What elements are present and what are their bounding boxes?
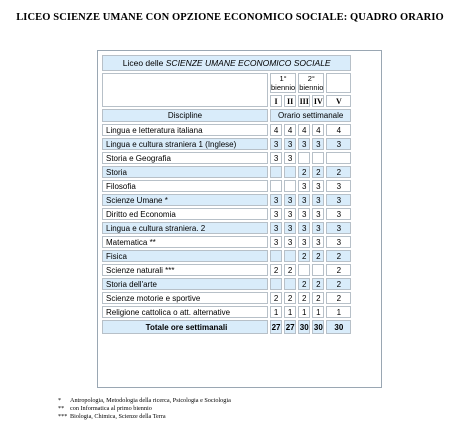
hours-cell — [326, 152, 351, 164]
table-row — [102, 278, 351, 290]
table-row — [102, 180, 351, 192]
hours-cell: 3 — [312, 180, 324, 192]
hours-cell: 3 — [312, 194, 324, 206]
hours-cell: 2 — [270, 264, 282, 276]
timetable-frame — [97, 50, 382, 388]
hours-cell: 2 — [298, 292, 310, 304]
hours-cell: 3 — [298, 236, 310, 248]
hours-cell: 2 — [326, 250, 351, 262]
table-row — [102, 138, 351, 150]
hours-cell: 3 — [312, 236, 324, 248]
hours-cell: 2 — [298, 250, 310, 262]
hours-cell: 2 — [312, 166, 324, 178]
footnote-mark: *** — [58, 413, 68, 421]
quinto-anno-header — [326, 73, 351, 93]
hours-cell — [270, 180, 282, 192]
hours-cell: 3 — [284, 222, 296, 234]
secondo-biennio-header: 2° biennio — [299, 74, 324, 92]
hours-cell: 3 — [312, 222, 324, 234]
hours-cell: 2 — [326, 264, 351, 276]
subject-cell: Matematica ** — [102, 236, 268, 248]
table-row — [102, 264, 351, 276]
footnote — [58, 405, 358, 413]
hours-cell: 2 — [326, 166, 351, 178]
hours-cell: 3 — [312, 138, 324, 150]
table-banner-row — [102, 55, 351, 71]
subject-cell: Storia e Geografia — [102, 152, 268, 164]
table-row — [102, 306, 351, 318]
table-row — [102, 166, 351, 178]
hours-cell: 3 — [270, 208, 282, 220]
table-row — [102, 250, 351, 262]
total-cell: 30 — [312, 320, 324, 334]
hours-cell — [312, 152, 324, 164]
hours-cell: 2 — [270, 292, 282, 304]
hours-cell — [284, 250, 296, 262]
hours-cell: 3 — [298, 180, 310, 192]
hours-cell — [298, 152, 310, 164]
primo-biennio-header: 1° biennio — [271, 74, 296, 92]
hours-cell — [284, 166, 296, 178]
hours-cell: 3 — [270, 222, 282, 234]
hours-cell: 3 — [326, 222, 351, 234]
hours-cell: 4 — [284, 124, 296, 136]
subject-cell: Storia dell'arte — [102, 278, 268, 290]
footnote — [58, 413, 358, 421]
hours-cell: 4 — [326, 124, 351, 136]
total-cell: 30 — [326, 320, 351, 334]
hours-cell: 4 — [270, 124, 282, 136]
total-label: Totale ore settimanali — [102, 320, 268, 334]
hours-cell: 3 — [298, 222, 310, 234]
subject-cell: Diritto ed Economia — [102, 208, 268, 220]
table-row — [102, 222, 351, 234]
table-row — [102, 208, 351, 220]
footnotes — [58, 397, 358, 422]
hours-cell: 1 — [270, 306, 282, 318]
hours-cell: 2 — [298, 278, 310, 290]
page-title: LICEO SCIENZE UMANE CON OPZIONE ECONOMICO SOCIALE: QUADRO ORARIO — [16, 12, 444, 23]
hours-cell — [270, 166, 282, 178]
hours-cell: 3 — [298, 138, 310, 150]
hours-cell: 1 — [312, 306, 324, 318]
year-header: I — [270, 95, 282, 107]
column-header-row — [102, 109, 351, 122]
hours-cell: 3 — [298, 208, 310, 220]
table-row — [102, 194, 351, 206]
hours-cell: 3 — [326, 194, 351, 206]
hours-cell — [284, 180, 296, 192]
hours-cell: 2 — [312, 278, 324, 290]
hours-cell: 3 — [284, 138, 296, 150]
timetable — [100, 53, 353, 336]
footnote — [58, 397, 358, 405]
table-row — [102, 124, 351, 136]
hours-cell: 2 — [326, 292, 351, 304]
subject-cell: Scienze naturali *** — [102, 264, 268, 276]
table-banner — [102, 55, 351, 71]
discipline-header: Discipline — [102, 109, 268, 122]
total-cell: 27 — [270, 320, 282, 334]
hours-cell: 3 — [270, 152, 282, 164]
footnote-text: Antropologia, Metodologia della ricerca, Psicologia e Sociologia — [70, 397, 231, 404]
total-cell: 27 — [284, 320, 296, 334]
hours-cell: 3 — [298, 194, 310, 206]
subject-cell: Storia — [102, 166, 268, 178]
banner-prefix: Liceo delle — [122, 58, 164, 68]
hours-cell: 3 — [284, 152, 296, 164]
subject-cell: Lingua e cultura straniera. 2 — [102, 222, 268, 234]
hours-cell: 3 — [284, 194, 296, 206]
hours-cell: 3 — [270, 236, 282, 248]
hours-cell: 3 — [326, 236, 351, 248]
subject-cell: Lingua e cultura straniera 1 (Inglese) — [102, 138, 268, 150]
subject-cell: Fisica — [102, 250, 268, 262]
orario-header: Orario settimanale — [270, 109, 351, 122]
total-cell: 30 — [298, 320, 310, 334]
banner-title: SCIENZE UMANE ECONOMICO SOCIALE — [165, 58, 331, 68]
hours-cell: 2 — [312, 250, 324, 262]
hours-cell — [284, 278, 296, 290]
year-header: II — [284, 95, 296, 107]
empty-header-cell — [102, 73, 268, 107]
hours-cell: 3 — [326, 208, 351, 220]
hours-cell: 2 — [312, 292, 324, 304]
year-header: V — [326, 95, 351, 107]
hours-cell — [298, 264, 310, 276]
subject-cell: Scienze Umane * — [102, 194, 268, 206]
hours-cell — [312, 264, 324, 276]
hours-cell — [270, 250, 282, 262]
year-header: III — [299, 96, 309, 106]
table-row — [102, 292, 351, 304]
table-row — [102, 152, 351, 164]
hours-cell: 3 — [270, 138, 282, 150]
hours-cell: 3 — [284, 208, 296, 220]
biennio-row — [102, 73, 351, 93]
hours-cell: 3 — [326, 138, 351, 150]
footnote-mark: ** — [58, 405, 65, 413]
subject-cell: Scienze motorie e sportive — [102, 292, 268, 304]
hours-cell: 4 — [312, 124, 324, 136]
hours-cell: 2 — [326, 278, 351, 290]
year-header: IV — [313, 96, 323, 106]
hours-cell — [270, 278, 282, 290]
footnote-text: Biologia, Chimica, Scienze della Terra — [70, 413, 166, 421]
hours-cell: 3 — [270, 194, 282, 206]
hours-cell: 3 — [326, 180, 351, 192]
hours-cell: 3 — [284, 236, 296, 248]
hours-cell: 1 — [326, 306, 351, 318]
subject-cell: Lingua e letteratura italiana — [102, 124, 268, 136]
total-row — [102, 320, 351, 334]
hours-cell: 3 — [312, 208, 324, 220]
hours-cell: 2 — [284, 292, 296, 304]
table-row — [102, 236, 351, 248]
hours-cell: 4 — [298, 124, 310, 136]
footnote-mark: * — [58, 397, 62, 404]
footnote-text: con Informatica al primo biennio — [70, 405, 152, 413]
hours-cell: 1 — [284, 306, 296, 318]
hours-cell: 1 — [298, 306, 310, 318]
subject-cell: Religione cattolica o att. alternative — [102, 306, 268, 318]
hours-cell: 2 — [298, 166, 310, 178]
subject-cell: Filosofia — [102, 180, 268, 192]
hours-cell: 2 — [284, 264, 296, 276]
